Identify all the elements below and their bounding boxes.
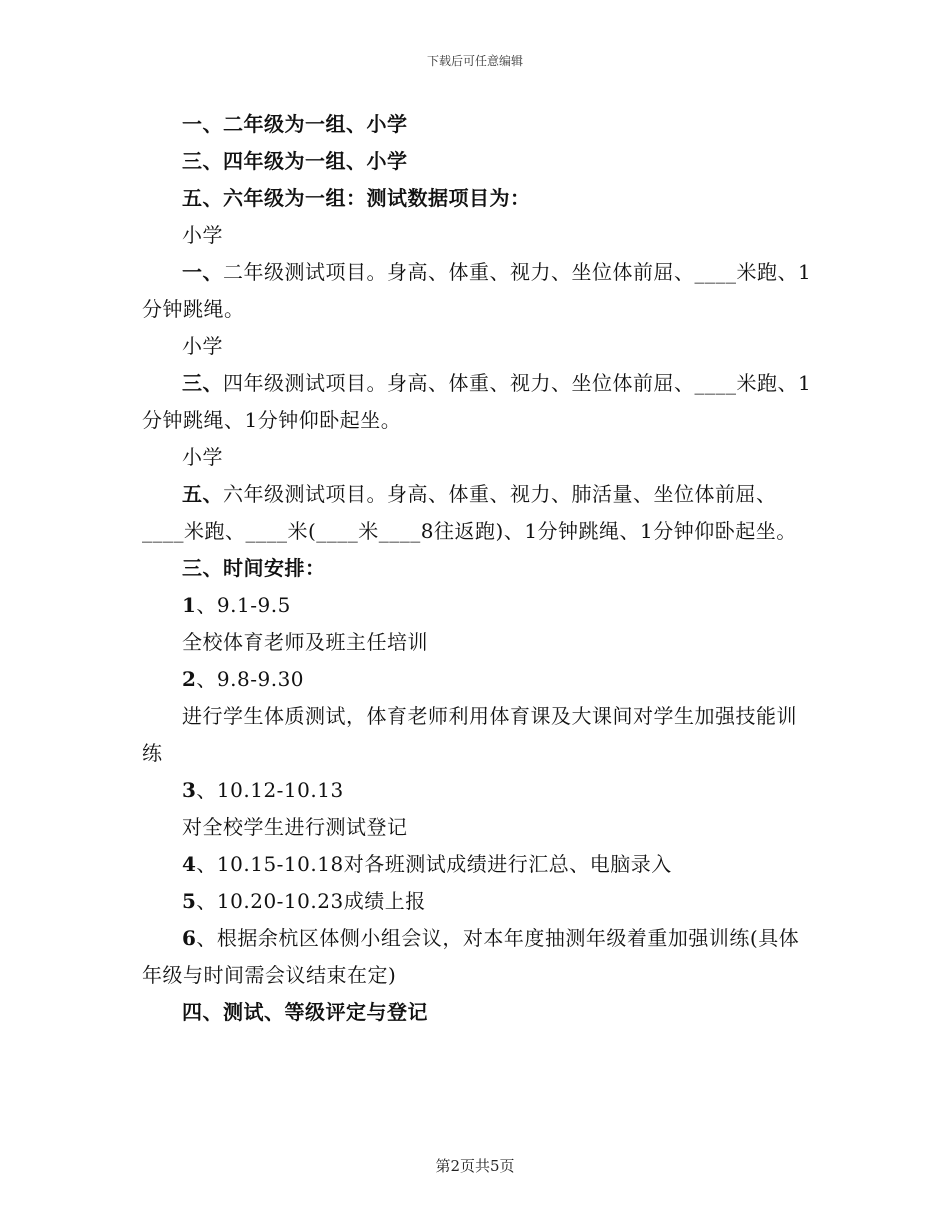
paragraph-grade-6-items: [142, 476, 812, 550]
list-number: 3: [182, 778, 197, 802]
section-heading-testing: 四、测试、等级评定与登记: [182, 1000, 428, 1024]
paragraph-grade-2-items: [142, 254, 812, 328]
paragraph-number: 一、: [182, 260, 223, 284]
schedule-item-4: [142, 846, 812, 883]
list-number: 5: [182, 889, 197, 913]
paragraph-school-label-1: 小学: [182, 223, 223, 247]
list-text: 、10.12-10.13: [196, 778, 344, 802]
list-number: 1: [182, 593, 197, 617]
list-number: 2: [182, 667, 197, 691]
schedule-item-5: [142, 883, 812, 920]
list-text: 、9.8-9.30: [196, 667, 305, 691]
paragraph-text: 四年级测试项目。身高、体重、视力、坐位体前屈、____米跑、1分钟跳绳、1分钟仰卧起坐。: [142, 371, 812, 432]
schedule-item-1-desc: 全校体育老师及班主任培训: [182, 630, 428, 654]
list-number: 4: [182, 852, 197, 876]
list-number: 6: [182, 926, 197, 950]
page-header-note: 下载后可任意编辑: [426, 54, 523, 68]
paragraph-number: 五、: [182, 482, 223, 506]
paragraph-group-5-6: 五、六年级为一组：测试数据项目为：: [182, 186, 531, 210]
list-text: 、9.1-9.5: [196, 593, 291, 617]
page-footer-number: 第2页共5页: [435, 1157, 515, 1175]
schedule-item-2-desc: 进行学生体质测试，体育老师利用体育课及大课间对学生加强技能训练: [142, 704, 797, 765]
list-text: 、根据余杭区体侧小组会议，对本年度抽测年级着重加强训练(具体年级与时间需会议结束在定): [142, 926, 800, 987]
paragraph-school-label-3: 小学: [182, 445, 223, 469]
paragraph-text: 二年级测试项目。身高、体重、视力、坐位体前屈、____米跑、1分钟跳绳。: [142, 260, 812, 321]
schedule-item-3-desc: 对全校学生进行测试登记: [182, 815, 408, 839]
paragraph-number: 三、: [182, 371, 223, 395]
paragraph-text: 六年级测试项目。身高、体重、视力、肺活量、坐位体前屈、____米跑、____米(____米____8往返跑)、1分钟跳绳、1分钟仰卧起坐。: [142, 482, 797, 543]
list-text: 、10.15-10.18对各班测试成绩进行汇总、电脑录入: [196, 852, 672, 876]
paragraph-school-label-2: 小学: [182, 334, 223, 358]
schedule-item-1-date: [142, 587, 812, 624]
schedule-item-6: [142, 920, 812, 994]
list-text: 、10.20-10.23成绩上报: [196, 889, 426, 913]
document-body: [142, 106, 812, 1031]
paragraph-group-3-4: 三、四年级为一组、小学: [182, 149, 408, 173]
section-heading-schedule: 三、时间安排：: [182, 556, 326, 580]
paragraph-grade-4-items: [142, 365, 812, 439]
schedule-item-3-date: [142, 772, 812, 809]
schedule-item-2-date: [142, 661, 812, 698]
paragraph-group-1-2: 一、二年级为一组、小学: [182, 112, 408, 136]
